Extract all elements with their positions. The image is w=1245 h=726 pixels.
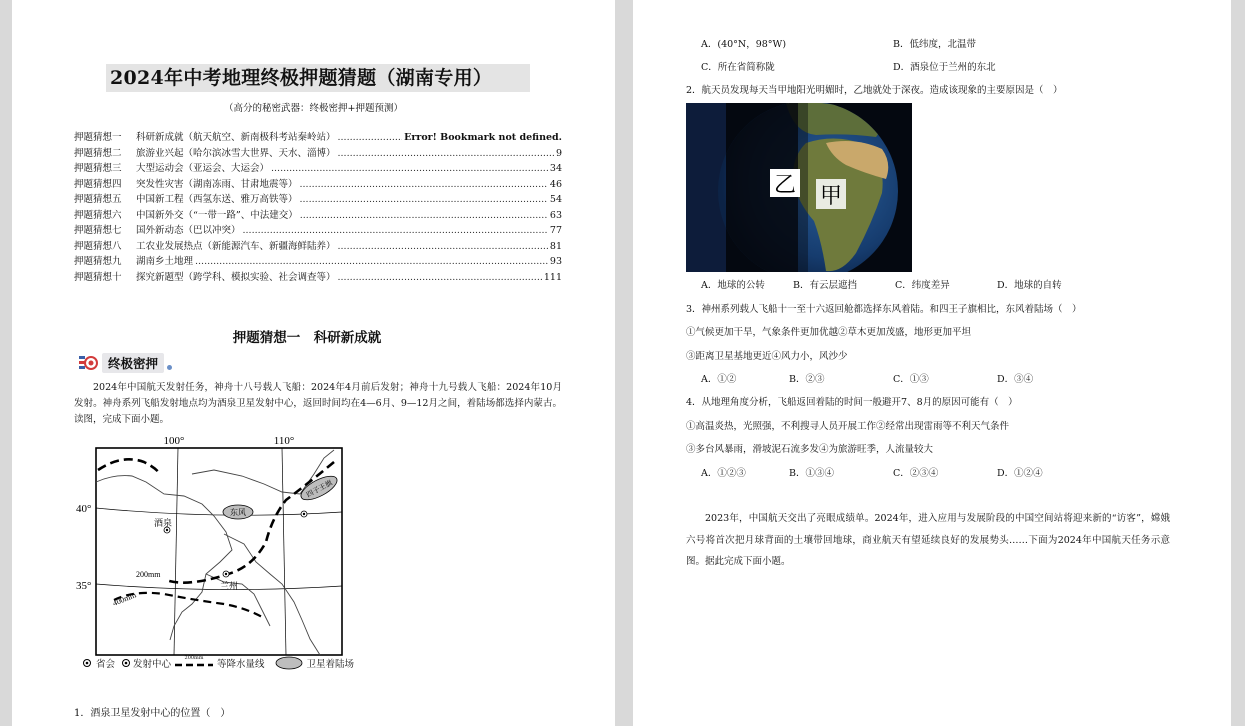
isohyet-legend-sample — [175, 657, 213, 669]
toc-key: 押题猜想三 — [74, 163, 122, 174]
badge-label: 终极密押 — [102, 353, 164, 373]
section-intro-paragraph: 2023年，中国航天交出了亮眼成绩单。2024年，进入应用与发展阶段的中国空间站将迎来新的“访客”，嫦娥六号将首次把月球背面的土壤带回地球，商业航天有望延续良好的发展势头……下面为2024年中国航天任务示意图。据此完成下面小题。 — [686, 513, 1170, 567]
toc-page: 9 — [555, 147, 562, 159]
toc-key: 押题猜想八 — [74, 240, 122, 252]
toc-entry-2[interactable] — [74, 146, 562, 162]
toc-page: 77 — [549, 225, 562, 236]
toc-page: 93 — [549, 256, 562, 267]
intro-paragraph: 2024年中国航天发射任务，神舟十八号载人飞船：2024年4月前后发射；神舟十九号载人飞船：2024年10月发射。神舟系列飞船发射地点均为酒泉卫星发射中心，返回时间均在4—6月、9—12月之间，着陆场都选择内蒙古。读图，完成下面小题。 — [74, 382, 562, 425]
q1-option-c[interactable]: C．所在省简称陇 — [701, 62, 775, 73]
table-of-contents — [74, 130, 562, 285]
toc-key: 押题猜想一 — [74, 132, 122, 143]
toc-key: 押题猜想七 — [74, 225, 122, 236]
toc-key: 押题猜想五 — [74, 194, 122, 205]
toc-leader — [271, 161, 548, 177]
launch-legend-icon — [121, 658, 131, 668]
lat-label-40: 40° — [76, 503, 92, 515]
isohyet-label-200: 200mm — [136, 570, 161, 579]
q3-statement-1: ①气候更加干旱，气象条件更加优越②草木更加茂盛，地形更加平坦 — [686, 327, 972, 338]
q3-option-d[interactable]: D．③④ — [997, 374, 1034, 385]
toc-page: 111 — [543, 271, 562, 283]
gansu-map — [74, 434, 374, 660]
toc-leader — [338, 270, 542, 286]
toc-page: 54 — [549, 194, 562, 205]
legend-capital: 省会 — [96, 659, 116, 670]
q4-option-a[interactable]: A．①②③ — [701, 468, 746, 479]
capital-marker-lanzhou — [223, 571, 229, 577]
question-1: 1．酒泉卫星发射中心的位置（ ） — [74, 708, 231, 719]
toc-entry-8[interactable] — [74, 239, 562, 255]
q4-option-b[interactable]: B．①③④ — [789, 468, 834, 479]
globe-graphic — [686, 103, 912, 272]
toc-desc: 中国新工程（西氢东送、雅万高铁等） — [136, 194, 298, 205]
q2-option-a[interactable]: A．地球的公转 — [701, 280, 765, 291]
document-subtitle: （高分的秘密武器：终极密押+押题预测） — [224, 103, 403, 114]
q3-option-c[interactable]: C．①③ — [893, 374, 929, 385]
document-title: 2024年中考地理终极押题猜题（湖南专用） — [110, 67, 493, 89]
q4-statement-1: ①高温炎热，光照强，不利搜寻人员开展工作②经常出现雷雨等不利天气条件 — [686, 421, 1010, 432]
capital-legend-icon — [82, 658, 92, 668]
toc-page: 63 — [549, 209, 562, 221]
capital-marker-hohhot — [301, 511, 307, 517]
q3-statement-2: ③距离卫星基地更近④风力小，风沙少 — [686, 351, 848, 362]
toc-leader — [243, 223, 548, 239]
lon-label-100: 100° — [163, 435, 185, 447]
q4-option-d[interactable]: D．①②④ — [997, 468, 1043, 479]
toc-page: 46 — [549, 178, 562, 190]
place-label-jiuquan: 酒泉 — [154, 518, 173, 528]
map-legend — [82, 656, 354, 670]
toc-entry-10[interactable] — [74, 270, 562, 286]
q1-option-b[interactable]: B．低纬度，北温带 — [893, 39, 976, 50]
toc-desc: 探究新题型（跨学科、模拟实验、社会调查等） — [136, 271, 336, 283]
lon-label-110: 110° — [273, 435, 295, 447]
q2-option-c[interactable]: C．纬度差异 — [895, 280, 950, 291]
toc-desc: 湖南乡土地理 — [136, 256, 194, 267]
toc-entry-1[interactable] — [74, 130, 562, 146]
q1-option-a[interactable]: A．(40°N，98°W) — [701, 39, 787, 50]
globe-label-yi: 乙 — [773, 173, 797, 198]
toc-entry-9[interactable] — [74, 254, 562, 270]
legend-line-sample: 200mm — [184, 655, 204, 661]
toc-key: 押题猜想四 — [74, 178, 122, 190]
toc-page: 81 — [549, 240, 562, 252]
question-3: 3．神州系列载人飞船十一至十六返回舱都选择东风着陆。和四王子旗相比，东风着陆场（ ） — [686, 304, 1082, 315]
toc-entry-5[interactable] — [74, 192, 562, 208]
q2-option-d[interactable]: D．地球的自转 — [997, 280, 1062, 291]
toc-leader — [338, 130, 403, 146]
toc-desc: 大型运动会（亚运会、大运会） — [136, 163, 270, 174]
toc-entry-3[interactable] — [74, 161, 562, 177]
toc-key: 押题猜想九 — [74, 256, 122, 267]
question-2: 2．航天员发现每天当甲地阳光明媚时，乙地就处于深夜。造成该现象的主要原因是（ ） — [686, 85, 1063, 96]
earth-globe-image — [686, 103, 912, 272]
map-frame — [96, 448, 342, 655]
lat-label-35: 35° — [76, 580, 92, 592]
toc-desc: 工农业发展热点（新能源汽车、新疆海鲜陆养） — [136, 240, 336, 252]
landing-legend-icon — [275, 656, 303, 670]
place-label-siziwangqi: 四子王旗 — [305, 478, 334, 499]
q2-option-b[interactable]: B．有云层遮挡 — [793, 280, 857, 291]
badge-dot — [167, 365, 172, 370]
toc-key: 押题猜想十 — [74, 271, 122, 283]
toc-leader — [195, 254, 548, 270]
toc-desc: 中国新外交（“一带一路”、中法建交） — [136, 209, 298, 221]
target-icon — [78, 353, 98, 373]
isohyet-label-400: 400mm — [111, 590, 138, 608]
toc-key: 押题猜想六 — [74, 209, 122, 221]
q3-option-b[interactable]: B．②③ — [789, 374, 825, 385]
legend-launch: 发射中心 — [133, 659, 172, 670]
dashed-line-icon — [175, 662, 213, 670]
globe-label-jia: 甲 — [819, 184, 843, 209]
toc-desc: 国外新动态（巴以冲突） — [136, 225, 241, 236]
toc-entry-7[interactable] — [74, 223, 562, 239]
toc-key: 押题猜想二 — [74, 147, 122, 159]
toc-entry-4[interactable] — [74, 177, 562, 193]
toc-leader — [300, 177, 548, 193]
right-page — [633, 0, 1231, 726]
q3-option-a[interactable]: A．①② — [701, 374, 737, 385]
toc-leader — [338, 239, 548, 255]
legend-landing: 卫星着陆场 — [306, 659, 355, 670]
q4-option-c[interactable]: C．②③④ — [893, 468, 939, 479]
toc-page: Error! Bookmark not defined. — [404, 132, 562, 143]
place-label-lanzhou: 兰州 — [220, 581, 239, 591]
q1-option-d[interactable]: D．酒泉位于兰州的东北 — [893, 62, 996, 73]
section-badge — [78, 352, 172, 374]
q4-statement-2: ③多台风暴雨，滑坡泥石流多发④为旅游旺季，人流量较大 — [686, 444, 934, 455]
toc-desc: 旅游业兴起（哈尔滨冰雪大世界、天水、淄博） — [136, 147, 336, 159]
toc-page: 34 — [549, 163, 562, 174]
toc-leader — [300, 208, 548, 224]
toc-leader — [300, 192, 548, 208]
toc-leader — [338, 146, 554, 162]
left-page — [12, 0, 615, 726]
legend-isohyet: 等降水量线 — [217, 659, 265, 670]
toc-desc: 突发性灾害（湖南冻雨、甘肃地震等） — [136, 178, 298, 190]
toc-entry-6[interactable] — [74, 208, 562, 224]
place-label-dongfeng: 东风 — [230, 508, 246, 517]
question-4: 4．从地理角度分析，飞船返回着陆的时间一般避开7、8月的原因可能有（ ） — [686, 397, 1018, 408]
section-title: 押题猜想一 科研新成就 — [232, 330, 382, 346]
toc-desc: 科研新成就（航天航空、新南极科考站秦岭站） — [136, 132, 336, 143]
